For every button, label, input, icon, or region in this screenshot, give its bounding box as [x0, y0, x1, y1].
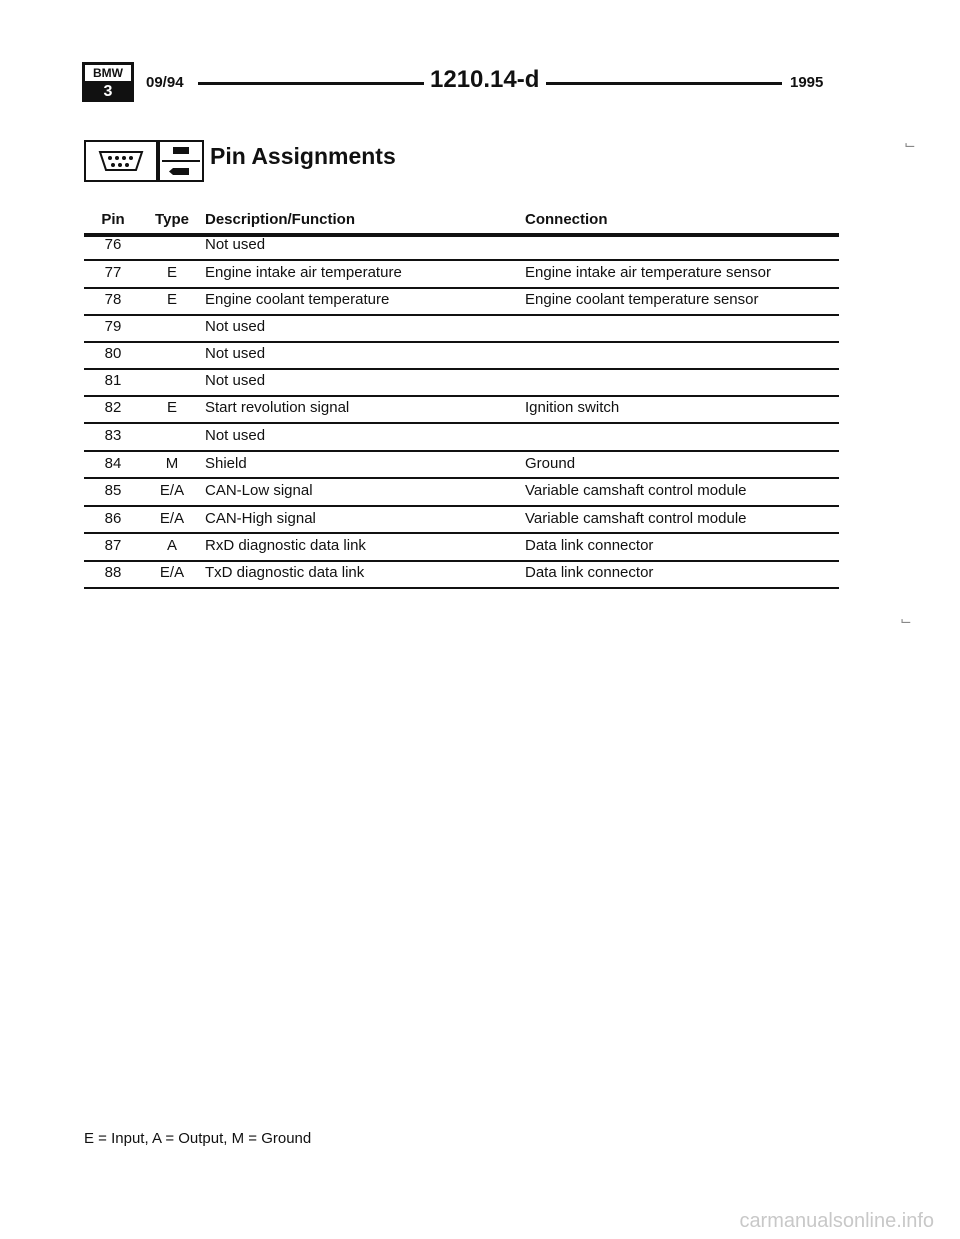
row-77-description: Engine intake air temperature	[205, 264, 402, 281]
row-rule	[84, 560, 839, 562]
row-77-pin: 77	[104, 264, 122, 281]
row-77-connection: Engine intake air temperature sensor	[525, 264, 771, 281]
row-rule	[84, 287, 839, 289]
logo-brand: BMW	[85, 65, 131, 83]
input-output-icon	[158, 140, 204, 182]
row-82-connection: Ignition switch	[525, 399, 620, 416]
column-header-pin: Pin	[101, 211, 125, 228]
row-81-pin: 81	[104, 372, 122, 389]
row-85-pin: 85	[104, 482, 122, 499]
row-78-connection: Engine coolant temperature sensor	[525, 291, 759, 308]
row-87-type: A	[166, 537, 177, 554]
row-85-type: E/A	[159, 482, 185, 499]
row-rule	[84, 422, 839, 424]
row-78-type: E	[166, 291, 177, 308]
row-rule	[84, 341, 839, 343]
row-88-connection: Data link connector	[525, 564, 654, 581]
row-82-description: Start revolution signal	[205, 399, 350, 416]
row-82-type: E	[166, 399, 177, 416]
bmw-3-series-logo	[82, 62, 134, 102]
document-code: 1210.14-d	[430, 66, 540, 93]
table-header-rule	[84, 233, 839, 237]
row-88-description: TxD diagnostic data link	[205, 564, 365, 581]
row-79-pin: 79	[104, 318, 122, 335]
row-86-connection: Variable camshaft control module	[525, 510, 747, 527]
row-86-description: CAN-High signal	[205, 510, 316, 527]
row-77-type: E	[166, 264, 177, 281]
column-header-description: Description/Function	[205, 211, 355, 228]
row-rule	[84, 395, 839, 397]
logo-number: 3	[85, 83, 131, 101]
row-85-connection: Variable camshaft control module	[525, 482, 747, 499]
row-88-type: E/A	[159, 564, 185, 581]
row-86-type: E/A	[159, 510, 185, 527]
row-rule	[84, 532, 839, 534]
row-81-description: Not used	[205, 372, 266, 389]
row-rule	[84, 505, 839, 507]
row-80-description: Not used	[205, 345, 266, 362]
row-78-description: Engine coolant temperature	[205, 291, 390, 308]
page-title: Pin Assignments	[210, 143, 396, 169]
margin-mark: ⌙	[900, 612, 912, 628]
column-header-connection: Connection	[525, 211, 608, 228]
row-83-pin: 83	[104, 427, 122, 444]
row-78-pin: 78	[104, 291, 122, 308]
row-rule	[84, 314, 839, 316]
type-legend: E = Input, A = Output, M = Ground	[84, 1130, 312, 1147]
row-84-type: M	[165, 455, 179, 472]
margin-mark: ⌙	[904, 136, 916, 152]
header-year: 1995	[790, 74, 824, 91]
row-82-pin: 82	[104, 399, 122, 416]
row-rule	[84, 259, 839, 261]
row-rule	[84, 477, 839, 479]
row-87-pin: 87	[104, 537, 122, 554]
header-rule-left	[198, 82, 424, 85]
row-83-description: Not used	[205, 427, 266, 444]
row-76-description: Not used	[205, 236, 266, 253]
header-rule-right	[546, 82, 782, 85]
row-76-pin: 76	[104, 236, 122, 253]
row-87-connection: Data link connector	[525, 537, 654, 554]
table-bottom-rule	[84, 587, 839, 589]
row-85-description: CAN-Low signal	[205, 482, 313, 499]
row-84-connection: Ground	[525, 455, 576, 472]
header-date: 09/94	[146, 74, 184, 91]
watermark: carmanualsonline.info	[739, 1210, 934, 1232]
row-86-pin: 86	[104, 510, 122, 527]
connector-icon	[84, 140, 158, 182]
row-84-pin: 84	[104, 455, 122, 472]
row-88-pin: 88	[104, 564, 122, 581]
row-87-description: RxD diagnostic data link	[205, 537, 366, 554]
column-header-type: Type	[155, 211, 189, 228]
row-79-description: Not used	[205, 318, 266, 335]
row-84-description: Shield	[205, 455, 247, 472]
row-80-pin: 80	[104, 345, 122, 362]
row-rule	[84, 368, 839, 370]
row-rule	[84, 450, 839, 452]
